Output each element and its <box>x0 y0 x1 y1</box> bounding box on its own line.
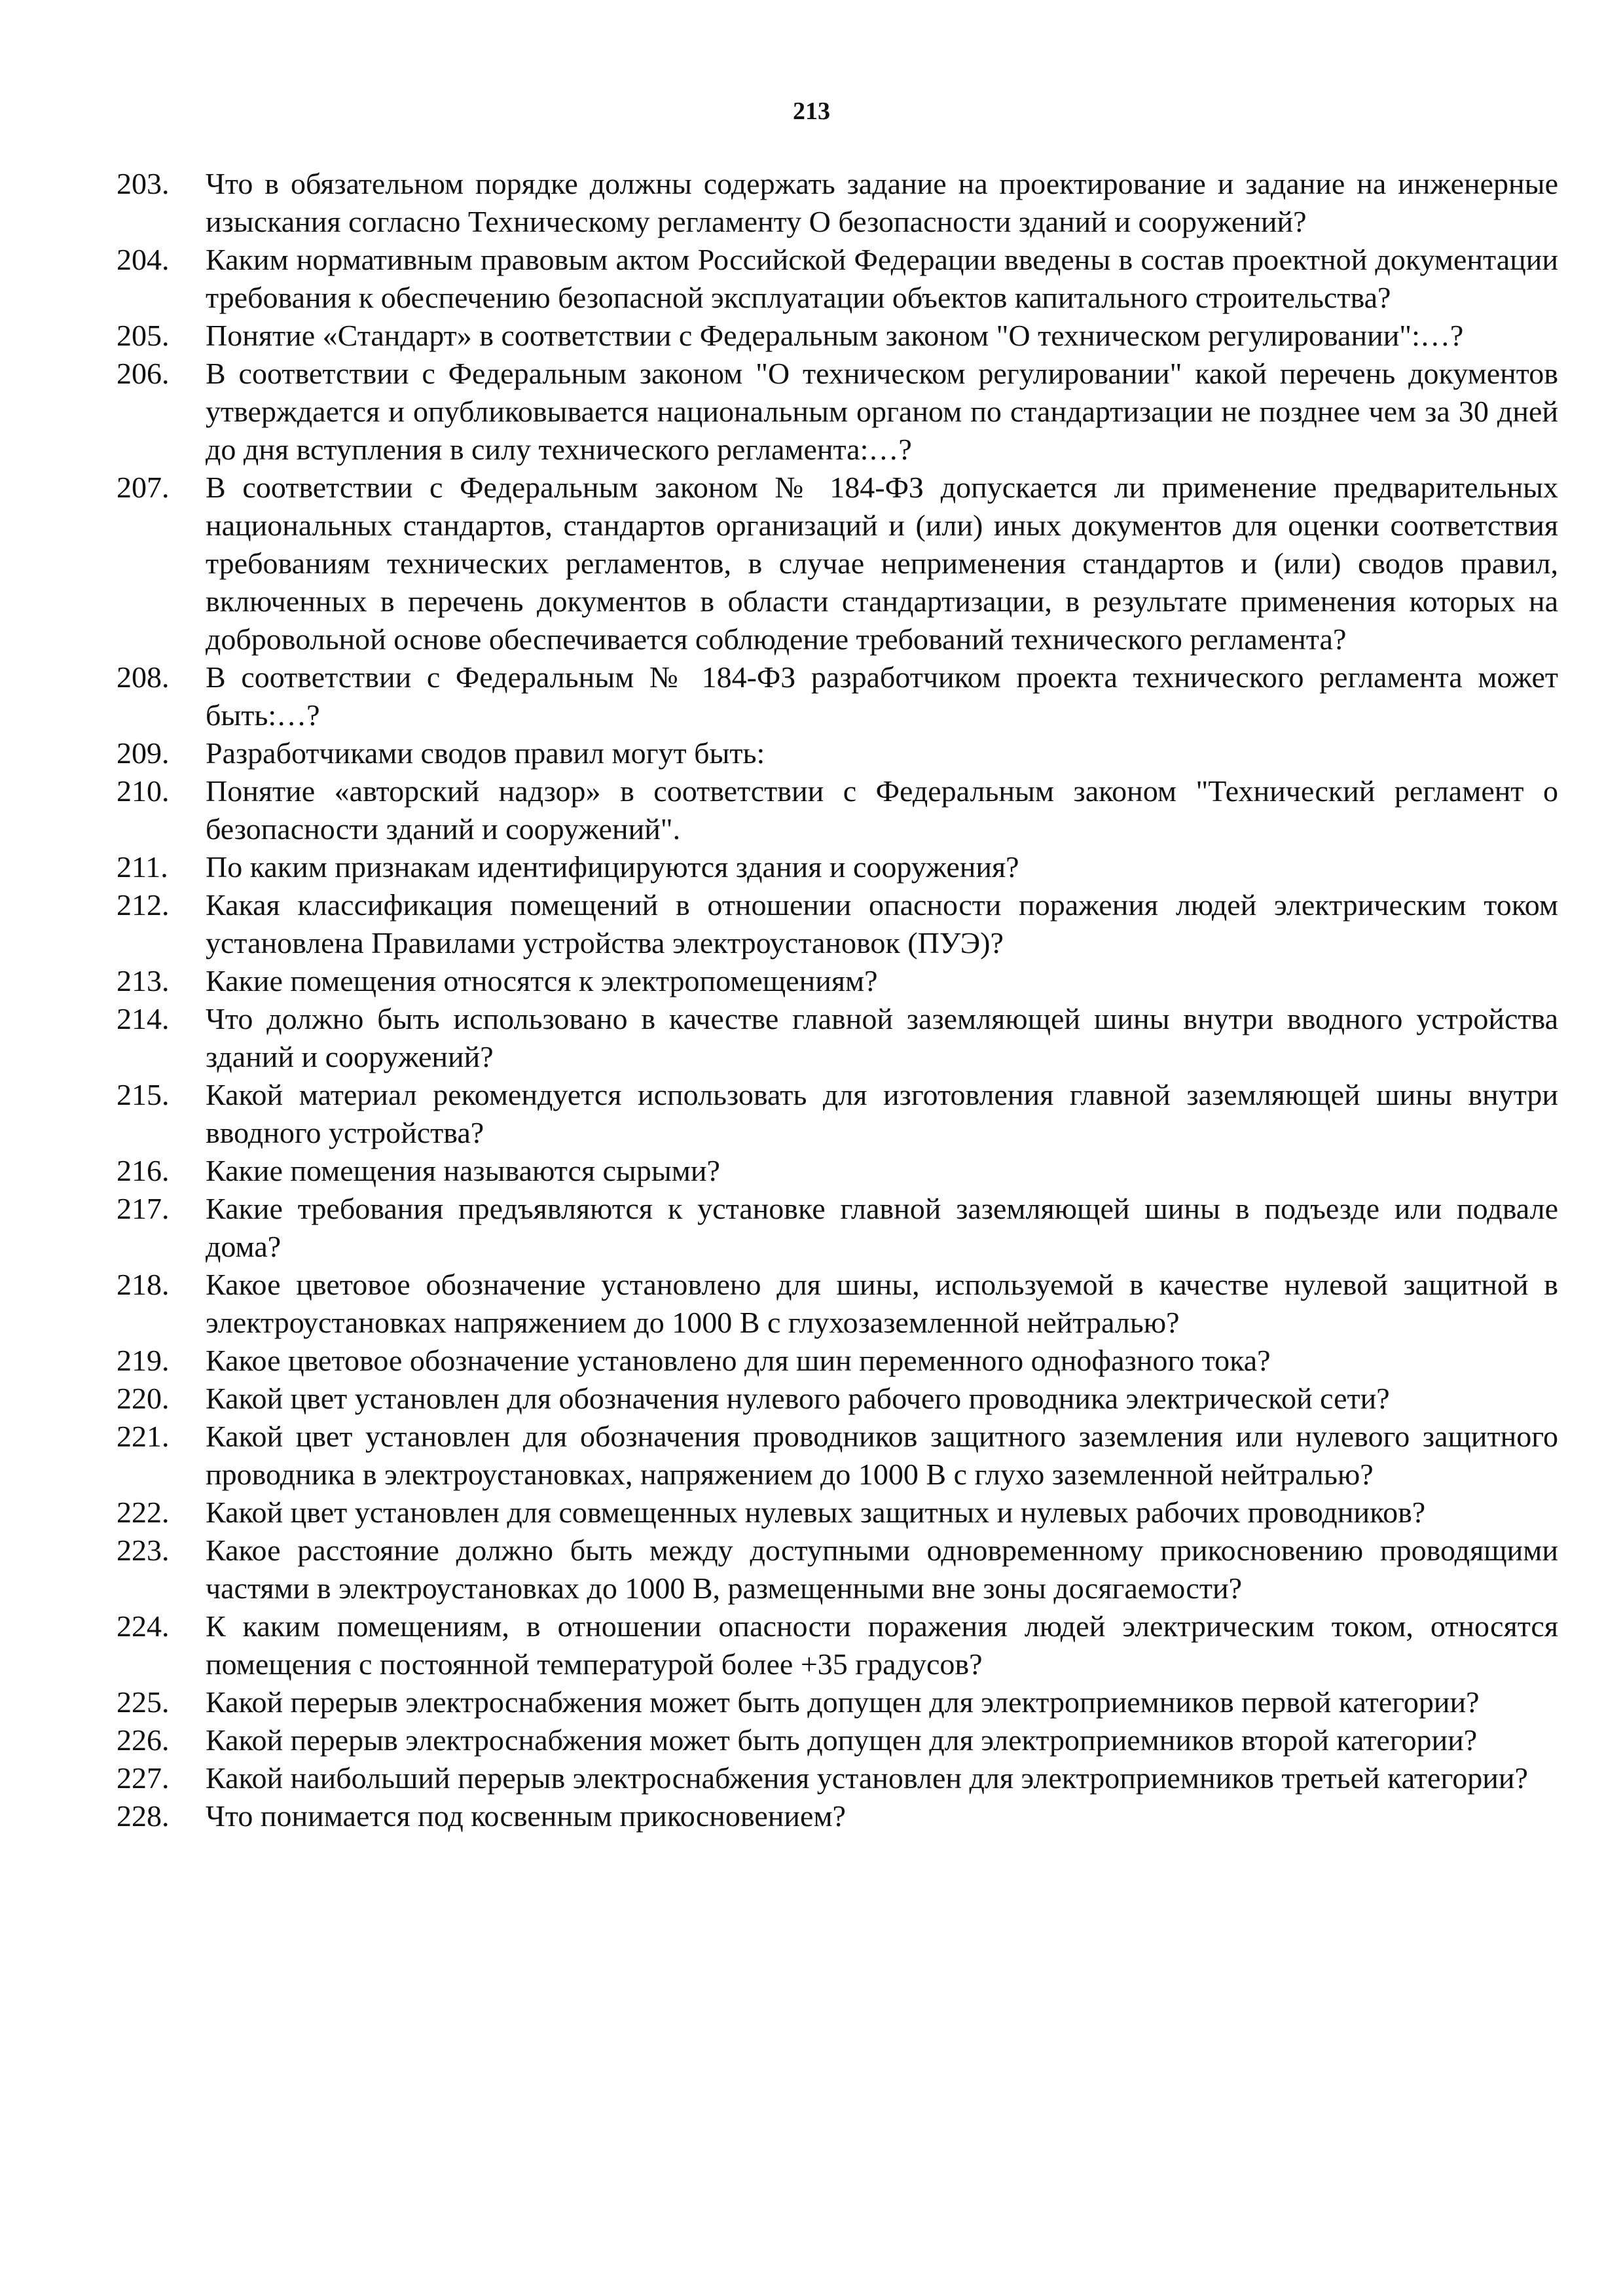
question-item <box>117 165 1558 241</box>
question-item <box>117 962 1558 1000</box>
question-text: По каким признакам идентифицируются здания и сооружения? <box>206 850 1019 884</box>
question-number: 224. <box>117 1609 170 1643</box>
question-text: Что в обязательном порядке должны содержать задание на проектирование и задание на инженерные изыскания согласно Техническому регламенту О безопасности зданий и сооружений? <box>206 167 1558 238</box>
question-text: Какое цветовое обозначение установлено для шин переменного однофазного тока? <box>206 1344 1271 1377</box>
question-number: 208. <box>117 660 170 694</box>
question-number: 228. <box>117 1799 170 1833</box>
question-item <box>117 1266 1558 1342</box>
question-number: 216. <box>117 1154 170 1187</box>
question-number: 219. <box>117 1344 170 1377</box>
question-number: 217. <box>117 1192 170 1225</box>
question-text: Какой цвет установлен для совмещенных нулевых защитных и нулевых рабочих проводников? <box>206 1496 1426 1529</box>
question-number: 206. <box>117 357 170 390</box>
question-item <box>117 1418 1558 1494</box>
question-text: Какой цвет установлен для обозначения проводников защитного заземления или нулевого защитного проводника в электроустановках, напряжением до 1000 В с глухо заземленной нейтралью? <box>206 1420 1558 1491</box>
question-item <box>117 1380 1558 1418</box>
question-number: 222. <box>117 1496 170 1529</box>
question-number: 227. <box>117 1761 170 1795</box>
question-item <box>117 734 1558 772</box>
question-number: 204. <box>117 243 170 276</box>
question-number: 214. <box>117 1002 170 1035</box>
question-text: К каким помещениям, в отношении опасности поражения людей электрическим током, относятся помещения с постоянной температурой более +35 градусов? <box>206 1609 1558 1681</box>
question-item <box>117 848 1558 886</box>
question-item <box>117 1759 1558 1797</box>
question-text: Понятие «Стандарт» в соответствии с Федеральным законом "О техническом регулировании":…? <box>206 319 1464 352</box>
question-number: 203. <box>117 167 170 200</box>
question-text: Какие помещения относятся к электропомещениям? <box>206 964 878 997</box>
question-text: Что должно быть использовано в качестве главной заземляющей шины внутри вводного устройства зданий и сооружений? <box>206 1002 1558 1073</box>
question-number: 212. <box>117 888 170 922</box>
question-number: 210. <box>117 774 170 808</box>
question-text: Какое расстояние должно быть между доступными одновременному прикосновению проводящими частями в электроустановках до 1000 В, размещенными вне зоны досягаемости? <box>206 1534 1558 1605</box>
question-item <box>117 469 1558 658</box>
question-item <box>117 1190 1558 1266</box>
question-text: Какой наибольший перерыв электроснабжения установлен для электроприемников третьей категории? <box>206 1761 1528 1795</box>
question-text: Разработчиками сводов правил могут быть: <box>206 736 765 770</box>
question-text: В соответствии с Федеральным законом "О техническом регулировании" какой перечень документов утверждается и опубликовывается национальным органом по стандартизации не позднее чем за 30 дней до дня вступления в силу технического регламента:…? <box>206 357 1558 466</box>
question-number: 223. <box>117 1534 170 1567</box>
question-text: В соответствии с Федеральным законом № 184-ФЗ допускается ли применение предварительных национальных стандартов, стандартов организаций и (или) иных документов для оценки соответствия требованиям технических регламентов, в случае неприменения стандартов и (или) сводов правил, включенных в перечень документов в области стандартизации, в результате применения которых на добровольной основе обеспечивается соблюдение требований технического регламента? <box>206 471 1558 656</box>
question-number: 211. <box>117 850 168 884</box>
question-text: Какая классификация помещений в отношении опасности поражения людей электрическим током установлена Правилами устройства электроустановок (ПУЭ)? <box>206 888 1558 960</box>
question-item <box>117 355 1558 469</box>
question-text: Какие помещения называются сырыми? <box>206 1154 720 1187</box>
question-item <box>117 1721 1558 1759</box>
question-number: 205. <box>117 319 170 352</box>
question-number: 209. <box>117 736 170 770</box>
question-text: Какой перерыв электроснабжения может быть допущен для электроприемников второй категории? <box>206 1723 1478 1757</box>
question-number: 226. <box>117 1723 170 1757</box>
question-item <box>117 1076 1558 1152</box>
question-number: 221. <box>117 1420 170 1453</box>
question-text: Понятие «авторский надзор» в соответствии с Федеральным законом "Технический регламент о безопасности зданий и сооружений". <box>206 774 1558 846</box>
question-item <box>117 1494 1558 1532</box>
question-item <box>117 1000 1558 1076</box>
question-number: 225. <box>117 1685 170 1719</box>
question-text: Каким нормативным правовым актом Российской Федерации введены в состав проектной документации требования к обеспечению безопасной эксплуатации объектов капитального строительства? <box>206 243 1558 314</box>
question-item <box>117 1342 1558 1380</box>
question-text: Что понимается под косвенным прикосновением? <box>206 1799 846 1833</box>
question-number: 215. <box>117 1078 170 1111</box>
question-number: 207. <box>117 471 170 504</box>
question-list <box>117 165 1558 1835</box>
question-text: Какой материал рекомендуется использовать для изготовления главной заземляющей шины внутри вводного устройства? <box>206 1078 1558 1149</box>
question-number: 213. <box>117 964 170 997</box>
page-number: 213 <box>793 98 830 125</box>
question-item <box>117 241 1558 317</box>
question-item <box>117 772 1558 848</box>
question-text: Какой перерыв электроснабжения может быть допущен для электроприемников первой категории? <box>206 1685 1480 1719</box>
question-number: 220. <box>117 1382 170 1415</box>
question-text: Какой цвет установлен для обозначения нулевого рабочего проводника электрической сети? <box>206 1382 1390 1415</box>
question-item <box>117 1797 1558 1835</box>
question-item <box>117 1607 1558 1683</box>
question-item <box>117 658 1558 734</box>
question-item <box>117 1532 1558 1607</box>
question-text: Какое цветовое обозначение установлено для шины, используемой в качестве нулевой защитной в электроустановках напряжением до 1000 В с глухозаземленной нейтралью? <box>206 1268 1558 1339</box>
question-text: В соответствии с Федеральным № 184-ФЗ разработчиком проекта технического регламента может быть:…? <box>206 660 1558 732</box>
question-item <box>117 886 1558 962</box>
question-item <box>117 317 1558 355</box>
question-item <box>117 1152 1558 1190</box>
question-item <box>117 1683 1558 1721</box>
question-text: Какие требования предъявляются к установке главной заземляющей шины в подъезде или подвале дома? <box>206 1192 1558 1263</box>
question-number: 218. <box>117 1268 170 1301</box>
